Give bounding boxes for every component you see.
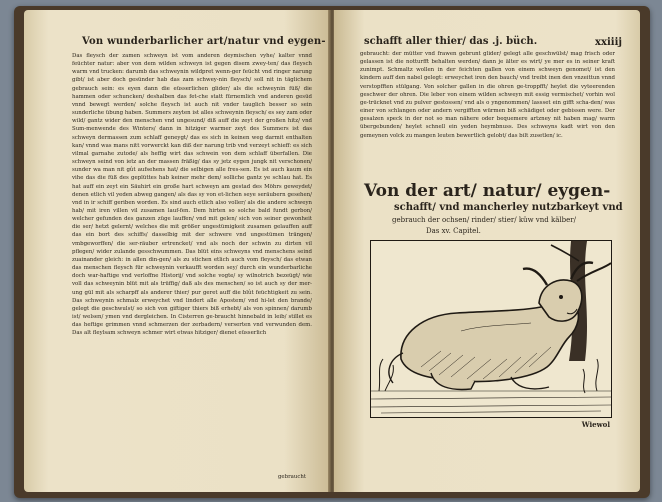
catchword-signature: Wiewol (581, 420, 610, 429)
right-body-text: gebraucht: der mütter vnd frawen gebrunt glider/ gelegt alle geschwülst/ mag frisch oder gelassen ist die notturfft behalten werden/ dann je älter es wirt/ ye mer es in seiner kraft zunimpt. Schmaltz wollen in der feichten gallen von einem schweyn genomet/ ist den kindern auff den nabel gelegt: erweychet iren den bauch/ vnd treibt inen den vnzeittun vnnd verstopfften stülgang. Von solcher gallen in die ohren ge-troppfft/ heylet die vyteerenden geschwer der ohren. Die leber von einem wilden schweyn mit essig vermischet/ vorhin wol ge-trücknet vnd zu pulver gestossen/ vnd als o yngenommen/ lassset ein gifft scha-den/ was einer von schlangen oder andern vergifften würmen biß schädiget oder gebissen were. Der gesalzen speck in der not so man nähere oder bequemere artzney nit haben mag/ warm übergebunden/ heylet schnell ein yeden heymbnuss. Des schweyns kadt wirt von den gemeynen volck zu mangen leuten bewertlich gelobt/ das bilt zusetlen/ ic. (360, 51, 615, 139)
chapter-number: Das xv. Capitel. (426, 227, 481, 235)
chapter-title: Von der art/ natur/ eygen- (364, 181, 611, 201)
chapter-subtitle-2: gebrauch der ochsen/ rinder/ stier/ küw vnd kälber/ (392, 216, 576, 224)
right-running-head: schafft aller thier/ das .j. büch. (364, 36, 538, 47)
chapter-subtitle-1: schafft/ vnd mancherley nutzbarkeyt vnd (394, 202, 623, 213)
left-body-text: Das fleysch der zamen schweyn ist vom anderen deymischen vyhe/ kalter vnnd feüchter natur: aber von dem wilden schweyn ist gegen disem zwey-ten/ das fleysch warm vnd trucken: darumb das schweynin wildpret wenn-ger feücht vnd ringer narung gibt/ ist aber doch gesünder hab das zam schwey-nin fleysch/ soll nit in täglichem gebrauch sein: es eyen dann die eüsserlichen glider/ als die schweynin füß/ die hammen oder schuncken/ deshalben das fet-che statt fürnemlich vnd anderen gesüd vnnd bewegt werden/ solche fleysch ist auch nit vnder tauglich besser so sein sunderliche übung haben. Summers zeyten ist alles schweynin fleysch/ es sey zam oder wild/ gantz wider den menschen vnd ungesund/ diß auff die zeyt der großen hitz/ vnd Sum-menwende des Winters/ dann in hitziger warmer zeyt des Summers ist das schweyn dermassen zum schlaff geneygt/ das es sich in keinen weg darmit enthalten kan/ vnnd was mans nitt vorwerckt kan diß der narung trib vnd verzeyt schieff: es sich vilmal garnahe zutode/ als heffig wirt das schwein von dem schlaff überfallen. Die schweyn seind von ietz an der massen fräßig/ das sy jetz eygen jungk nit verschonen/ sunder wa man nit gût aufsehens hat/ die selbigen alle fres-sen. Es ist auch kaum ein vihe das die füß des geplüttes hab keiner mehr dem/ solliche gantz ye schlau hat. Es hat auff ein zeyt ein Säuhirt ein große hart schweyn am gestad des Möhrs geweydet/ denen etlich vil yeden abweg gangen/ als das sy von et-lichen seye seräubern gesehen/ vnd in ir schiff geriben worden. Es sind auch etlich also voller/ als die andere schweyn hab/ mit iren villen vil zusamen lauf-fen. Dem hirten so solche bald fundt gerbon/ welcher gefunden des ganzen züge lauffen/ vnd mit gelen/ sich von seiner gewonheit die ser/ hetzt gelernt/ welches die mit größer ungestümigkeit zusamen gelauffen auff das ein bort des schiffs/ dasselbig mit der schwere vnd ungestümen trängen/ vmbgeworffen/ die ser-räuber ertrencket/ vnd als noch der schwin zu dirten vil pflegen/ wider zulande gesschwummen. Das blüt eins schweyns vnd menschens seind zuainander gleich: in allen din-gen/ als zu stichen etlich auch vom fleysch/ das etwan das menschen fleysch für schweynin verkaufft worden sey/ durch ein wunderbarliche doch war-haftige vnd verloffne Historij/ vnd solche vogte/ sy wilnotrich bezeügt/ wie voll das schweynin blüt mit als trüffig/ daß als des menschen/ so ist auch sy der mer-ung gül mit als scharpff als anderer thier/ pur geret auff die blût feüchtigkeit zu sein. Das schweynin schmalz erweychet vnd lindert alle Apostem/ vnd hi-let den brande/ gelegt die geschwulst/ so sich von giftiger thiers biß erhebt/ als von spinnen/ darumb ist/ welsen/ ymen vnd dergleichen. In Cisterren ge-braucht hinnebald in leib/ stillet es das heftige grimmen vnnd schmerzen der zerbadern/ verserten vnd verwunden dem. Das alt fleylsam schweyn schmer wirt etwas hitziger/ dienet eüsserlich (72, 53, 312, 337)
folio-number: xxiiij (595, 37, 622, 48)
left-catchword: gebraucht (277, 474, 306, 480)
left-page (24, 10, 330, 492)
left-running-head: Von wunderbarlicher art/natur vnd eygen- (82, 36, 326, 47)
right-page (334, 10, 640, 492)
ox-woodcut-illustration (370, 240, 612, 418)
open-book (14, 6, 650, 498)
ox-woodcut-svg (371, 241, 611, 417)
